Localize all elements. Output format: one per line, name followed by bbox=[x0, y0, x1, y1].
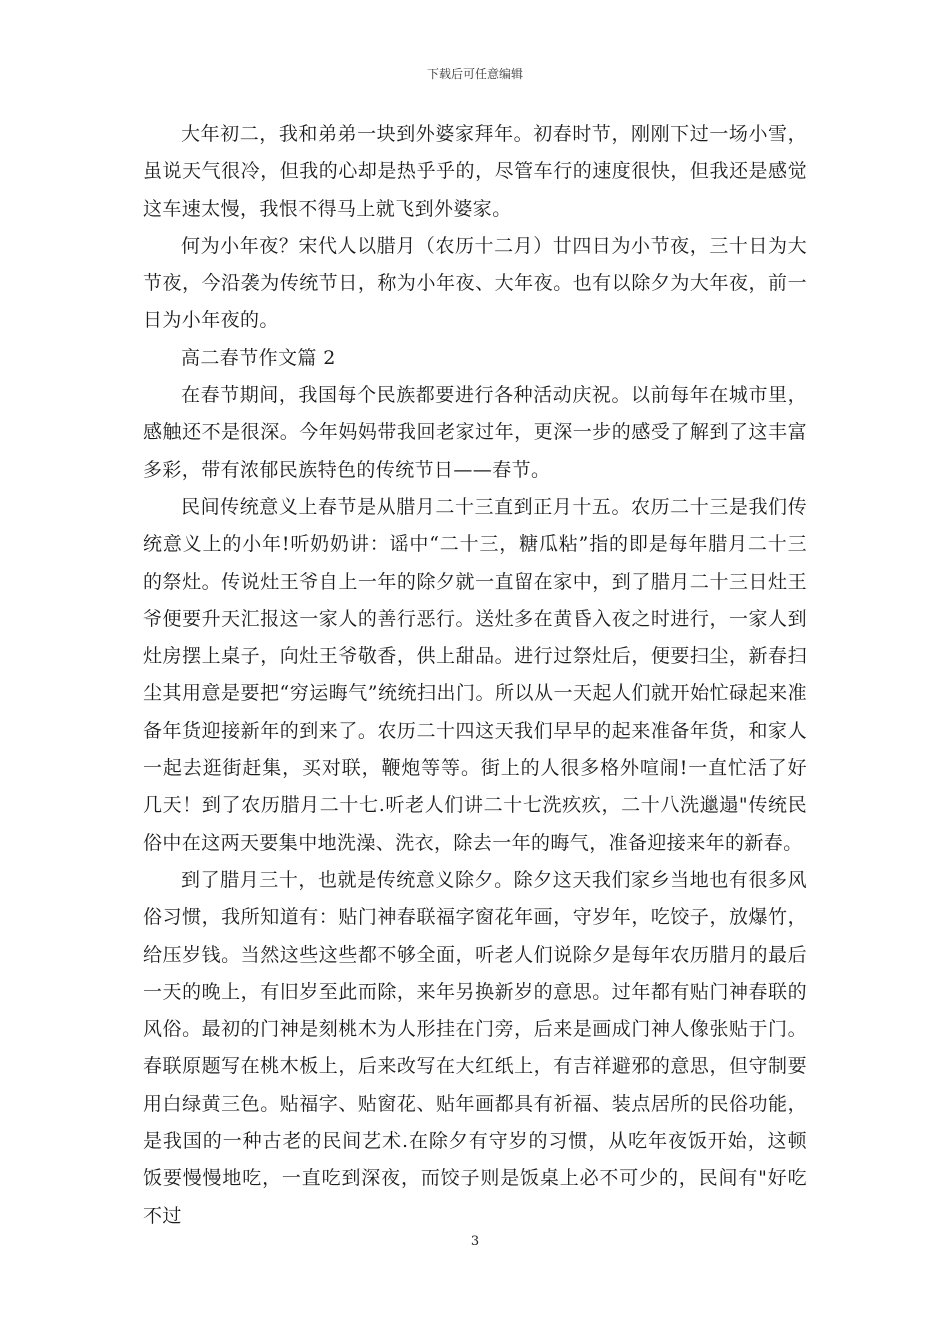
document-body bbox=[143, 116, 807, 1235]
essay-heading: 高二春节作文篇 2 bbox=[181, 346, 336, 369]
paragraph-folk-customs: 民间传统意义上春节是从腊月二十三直到正月十五。农历二十三是我们传统意义上的小年!听奶奶讲：谣中“二十三，糖瓜粘”指的即是每年腊月二十三的祭灶。传说灶王爷自上一年的除夕就一直留在家中，到了腊月二十三日灶王爷便要升天汇报这一家人的善行恶行。送灶多在黄昏入夜之时进行，一家人到灶房摆上桌子，向灶王爷敬香，供上甜品。进行过祭灶后，便要扫尘，新春扫尘其用意是要把“穷运晦气”统统扫出门。所以从一天起人们就开始忙碌起来准备年货迎接新年的到来了。农历二十四这天我们早早的起来准备年货，和家人一起去逛街赶集，买对联，鞭炮等等。街上的人很多格外喧闹!一直忙活了好几天！到了农历腊月二十七.听老人们讲二十七洗疚疚，二十八洗邋遢"传统民俗中在这两天要集中地洗澡、洗衣，除去一年的晦气，准备迎接来年的新春。 bbox=[143, 495, 807, 854]
paragraph-visit-grandma: 大年初二，我和弟弟一块到外婆家拜年。初春时节，刚刚下过一场小雪，虽说天气很冷，但我的心却是热乎乎的，尽管车行的速度很快，但我还是感觉这车速太慢，我恨不得马上就飞到外婆家。 bbox=[143, 123, 807, 220]
paragraph-little-new-year: 何为小年夜？宋代人以腊月（农历十二月）廿四日为小节夜，三十日为大节夜，今沿袭为传统节日，称为小年夜、大年夜。也有以除夕为大年夜，前一日为小年夜的。 bbox=[143, 234, 807, 332]
page-header-note: 下载后可任意编辑 bbox=[426, 67, 523, 81]
paragraph-new-years-eve: 到了腊月三十，也就是传统意义除夕。除夕这天我们家乡当地也有很多风俗习惯，我所知道有：贴门神春联福字窗花年画，守岁年，吃饺子，放爆竹，给压岁钱。当然这些这些都不够全面，听老人们说除夕是每年农历腊月的最后一天的晚上，有旧岁至此而除，来年另换新岁的意思。过年都有贴门神春联的风俗。最初的门神是刻桃木为人形挂在门旁，后来是画成门神人像张贴于门。春联原题写在桃木板上，后来改写在大红纸上，有吉祥避邪的意思，但守制要用白绿黄三色。贴福字、贴窗花、贴年画都具有祈福、装点居所的民俗功能，是我国的一种古老的民间艺术.在除夕有守岁的习惯，从吃年夜饭开始，这顿饭要慢慢地吃，一直吃到深夜，而饺子则是饭桌上必不可少的，民间有"好吃不过 bbox=[143, 868, 807, 1227]
page-number: 3 bbox=[470, 1234, 480, 1249]
paragraph-spring-festival-intro: 在春节期间，我国每个民族都要进行各种活动庆祝。以前每年在城市里，感触还不是很深。今年妈妈带我回老家过年，更深一步的感受了解到了这丰富多彩，带有浓郁民族特色的传统节日——春节。 bbox=[143, 384, 807, 481]
